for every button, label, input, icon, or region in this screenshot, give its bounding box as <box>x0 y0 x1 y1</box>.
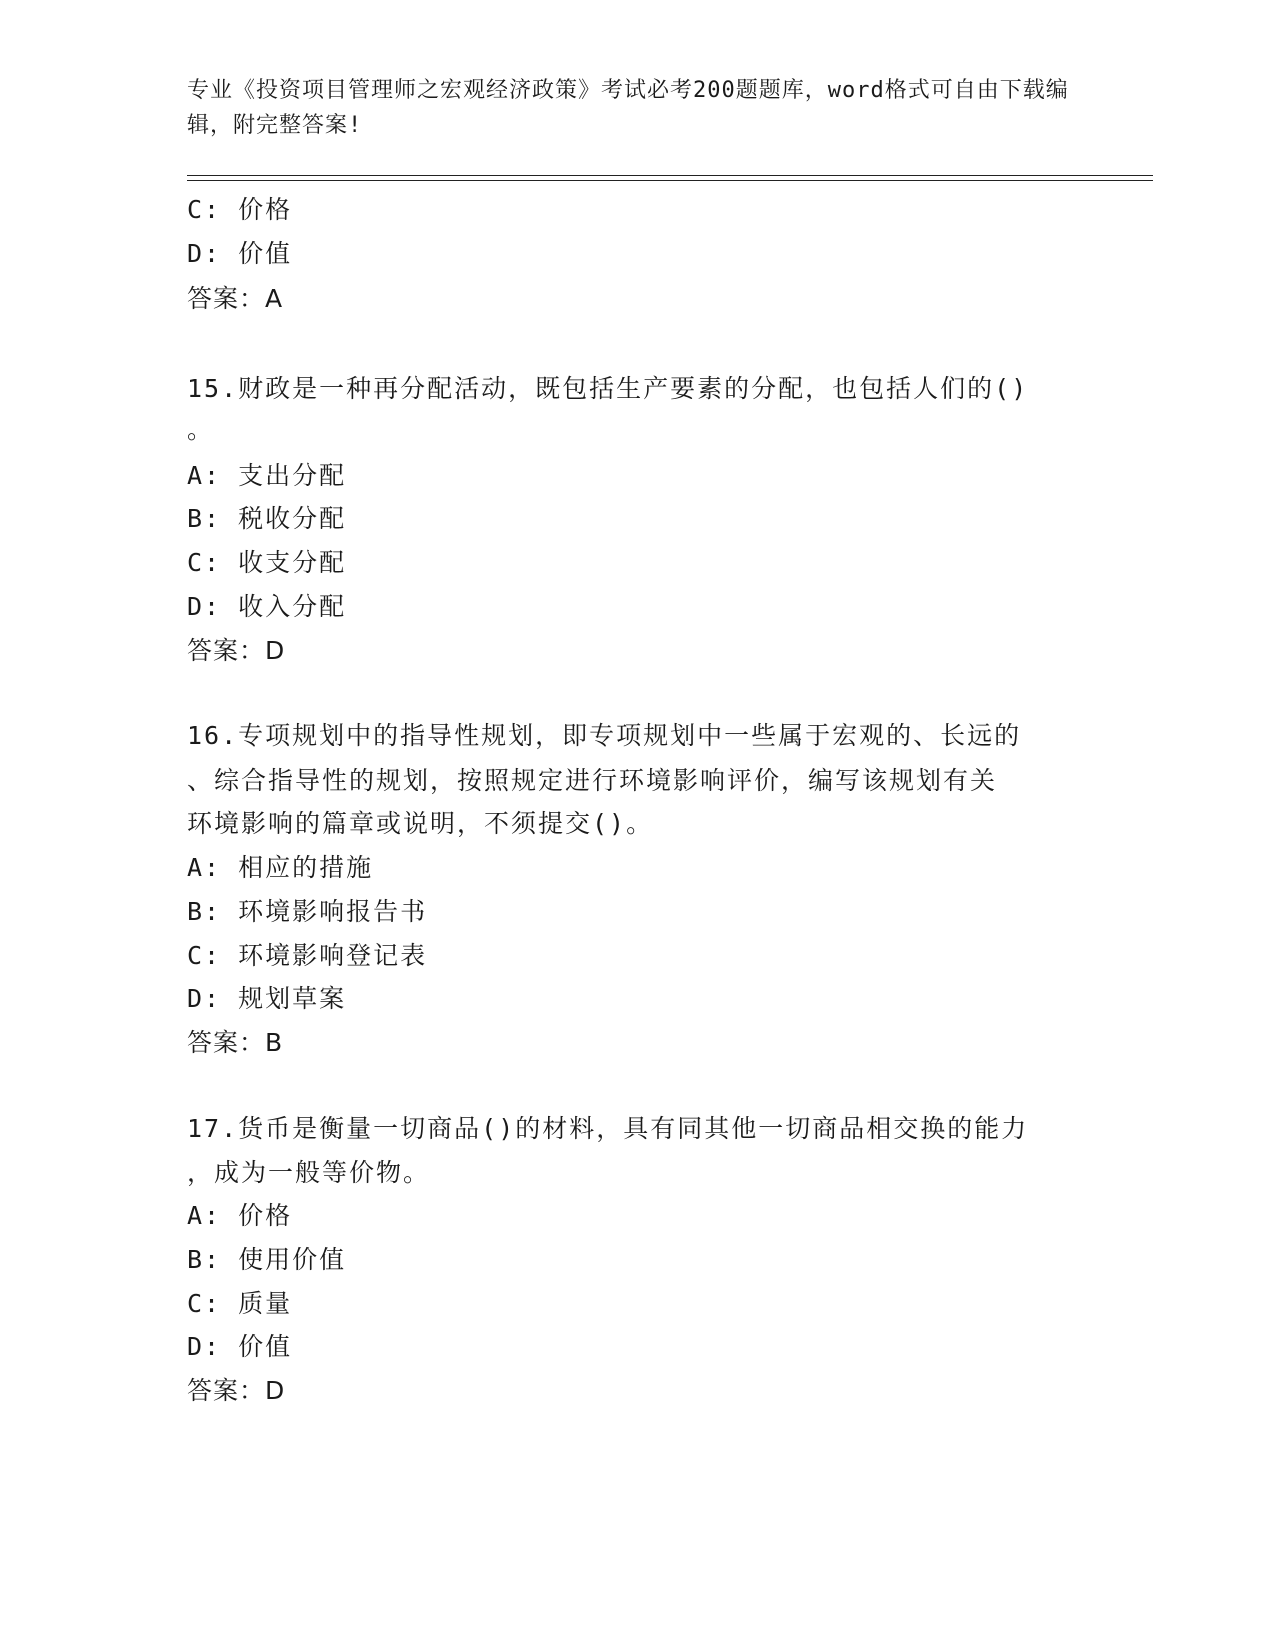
header-divider-bottom <box>187 180 1153 181</box>
question-stem-line: 15.财政是一种再分配活动，既包括生产要素的分配，也包括人们的() <box>187 374 1029 403</box>
option-b: B: 使用价值 <box>187 1245 347 1274</box>
option-c: C: 质量 <box>187 1289 293 1318</box>
option-c: C: 价格 <box>187 195 293 224</box>
option-a: A: 价格 <box>187 1201 293 1230</box>
option-c: C: 收支分配 <box>187 548 347 577</box>
option-c: C: 环境影响登记表 <box>187 941 428 970</box>
question-stem-line: 环境影响的篇章或说明，不须提交()。 <box>187 809 654 838</box>
question-stem-line: 、综合指导性的规划，按照规定进行环境影响评价，编写该规划有关 <box>187 766 998 795</box>
answer-line: 答案：B <box>187 1028 284 1057</box>
option-d: D: 规划草案 <box>187 984 347 1013</box>
question-stem-line: 17.货币是衡量一切商品()的材料，具有同其他一切商品相交换的能力 <box>187 1114 1029 1143</box>
option-d: D: 价值 <box>187 1332 293 1361</box>
option-b: B: 税收分配 <box>187 504 347 533</box>
document-intro: 专业《投资项目管理师之宏观经济政策》考试必考200题题库，word格式可自由下载编辑，附完整答案! <box>187 78 1069 138</box>
answer-line: 答案：A <box>187 284 284 313</box>
option-a: A: 相应的措施 <box>187 853 374 882</box>
answer-line: 答案：D <box>187 636 286 665</box>
question-stem-line: 16.专项规划中的指导性规划，即专项规划中一些属于宏观的、长远的 <box>187 721 1022 750</box>
option-b: B: 环境影响报告书 <box>187 897 428 926</box>
option-d: D: 收入分配 <box>187 592 347 621</box>
answer-line: 答案：D <box>187 1376 286 1405</box>
question-stem-line: 。 <box>187 415 215 444</box>
option-a: A: 支出分配 <box>187 461 347 490</box>
option-d: D: 价值 <box>187 239 293 268</box>
header-divider-top <box>187 175 1153 176</box>
question-stem-line: ，成为一般等价物。 <box>187 1158 431 1187</box>
